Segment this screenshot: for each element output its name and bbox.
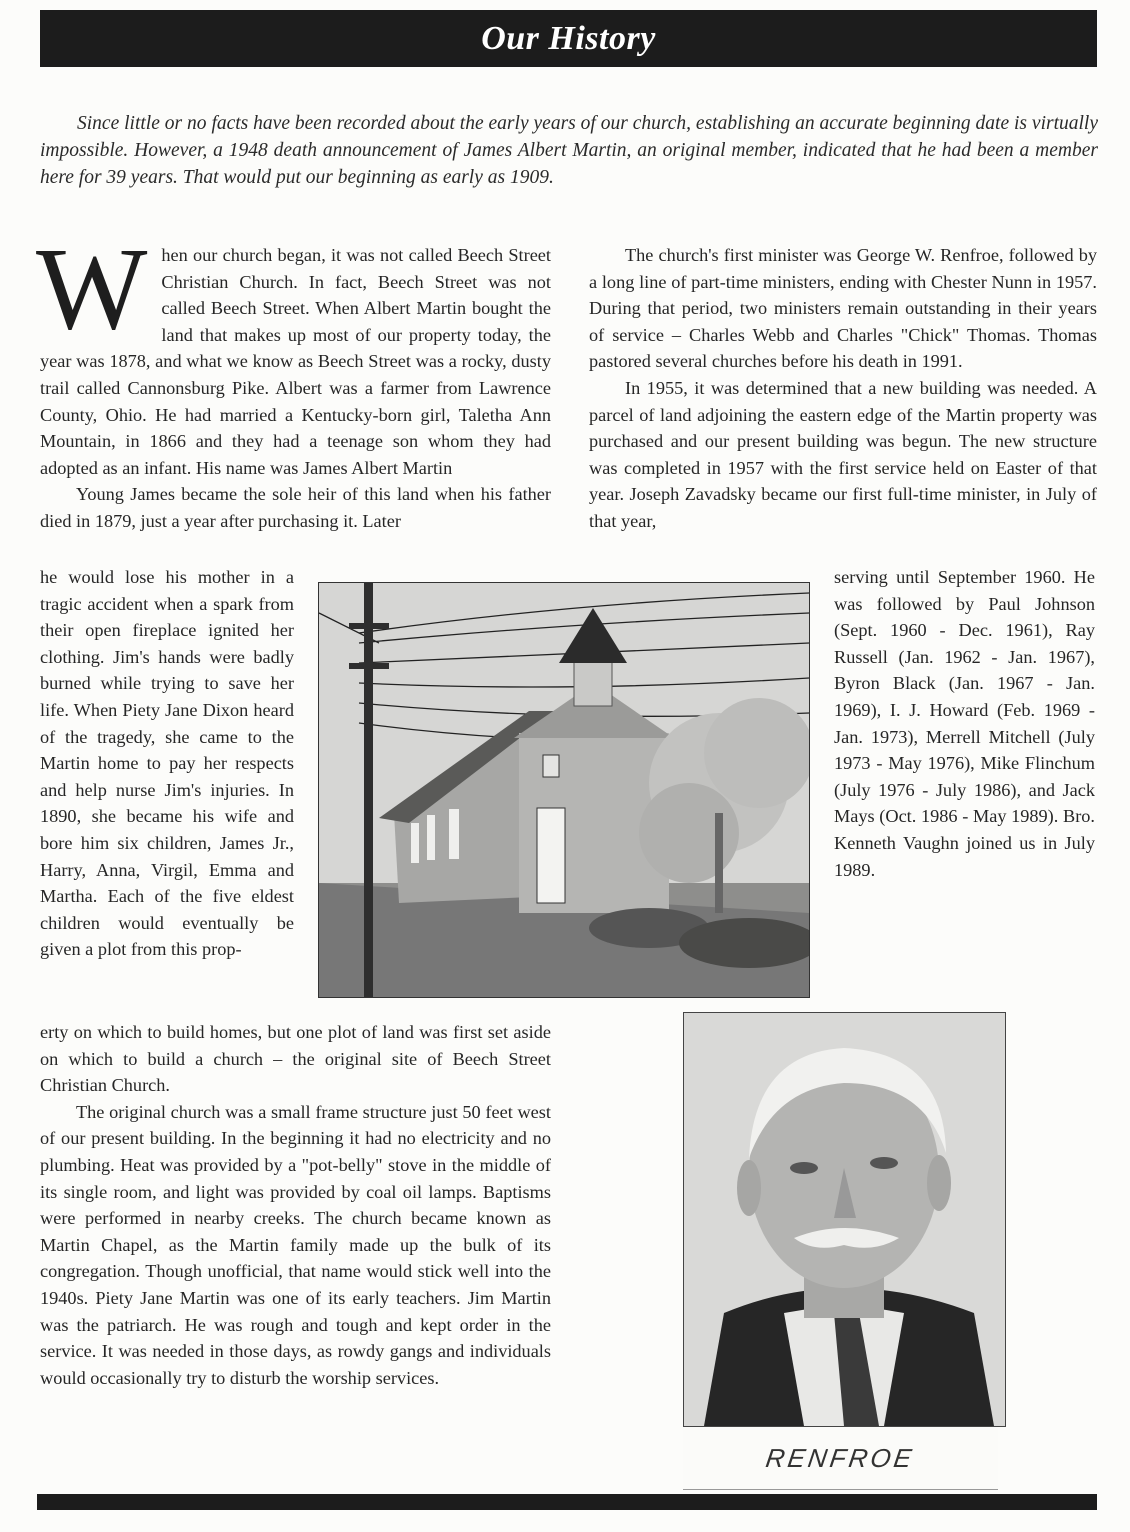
intro-paragraph: Since little or no facts have been recorded about the early years of our church, establishing an accurate beginning date is virtually impossible. However, a 1948 death announcement of James Albert Martin, an original member, indicated that he had been a member here for 39 years. That would put our beginning as early as 1909. [40, 113, 1098, 188]
right-column-wrap [834, 564, 1095, 883]
portrait-photo [683, 1012, 1006, 1427]
left-column-wrap [40, 564, 294, 963]
page-title: Our History [481, 19, 656, 57]
title-banner [40, 10, 1097, 67]
left-column-bottom [40, 1019, 551, 1391]
portrait-caption: RENFROE [764, 1442, 917, 1473]
portrait-caption-card [683, 1427, 998, 1490]
church-photo [318, 582, 810, 998]
church-building-image [319, 583, 809, 997]
left-paragraph-2-wrap: he would lose his mother in a tragic accident when a spark from their open fireplace ignited her clothing. Jim's hands were badly burned while trying to save her life. When Piety Jane Dixon heard of the tragedy, she came to the Martin home to pay her respects and help nurse Jim's injuries. In 1890, she became his wife and bore him six children, James Jr., Harry, Anna, Virgil, Emma and Martha. Each of the five eldest children would eventually be given a plot from this prop- [40, 567, 294, 960]
footer-bar [37, 1494, 1097, 1510]
drop-cap: W [36, 223, 148, 354]
right-paragraph-2-wrap: serving until September 1960. He was followed by Paul Johnson (Sept. 1960 - Dec. 1961), Ray Russell (Jan. 1962 - Jan. 1967), Byron Black (Jan. 1967 - Jan. 1969), I. J. Howard (Feb. 1969 - Jan. 1973), Merrell Mitchell (July 1973 - May 1976), Mike Flinchum (July 1976 - July 1986), and Jack Mays (Oct. 1986 - May 1989). Bro. Kenneth Vaughn joined us in July 1989. [834, 567, 1095, 880]
renfroe-portrait-image [684, 1013, 1005, 1426]
left-paragraph-2-top: Young James became the sole heir of this land when his father died in 1879, just a year after purchasing it. Later [40, 484, 551, 531]
right-paragraph-2-top: In 1955, it was determined that a new building was needed. A parcel of land adjoining the eastern edge of the Martin property was purchased and our present building was begun. The new structure was completed in 1957 with the first service held on Easter of that year. Joseph Zavadsky became our first full-time minister, in July of that year, [589, 377, 1097, 531]
left-paragraph-2-bottom: erty on which to build homes, but one plot of land was first set aside on which to build a church – the original site of Beech Street Christian Church. [40, 1022, 551, 1096]
left-paragraph-1 [36, 223, 551, 481]
left-column-top [36, 223, 551, 535]
left-paragraph-3: The original church was a small frame structure just 50 feet west of our present building. In the beginning it had no electricity and no plumbing. Heat was provided by a "pot-belly" stove in the middle of its single room, and light was provided by coal oil lamps. Baptisms were performed in nearby creeks. The church became known as Martin Chapel, as the Martin family made up the bulk of its congregation. Though unofficial, that name would stick well into the 1940s. Piety Jane Martin was one of its early teachers. Jim Martin was the patriarch. He was rough and tough and kept order in the service. It was needed in those days, as rowdy gangs and individuals would occasionally try to disturb the worship services. [40, 1101, 551, 1388]
right-column-top [589, 242, 1097, 535]
right-paragraph-1: The church's first minister was George W. Renfroe, followed by a long line of part-time ministers, ending with Chester Nunn in 1957. During that period, two ministers remain outstanding in their years of service – Charles Webb and Charles "Chick" Thomas. Thomas pastored several churches before his death in 1991. [589, 245, 1097, 372]
left-paragraph-1-text: hen our church began, it was not called Beech Street Christian Church. In fact, Beech Street was not called Beech Street. When Albert Martin bought the land that makes up most of our property today, the year was 1878, and what we know as Beech Street was a rocky, dusty trail called Cannonsburg Pike. Albert was a farmer from Lawrence County, Ohio. He had married a Kentucky-born girl, Taletha Ann Mountain, in 1866 and they had a teenage son whom they had adopted as an infant. His name was James Albert Martin [40, 245, 551, 478]
